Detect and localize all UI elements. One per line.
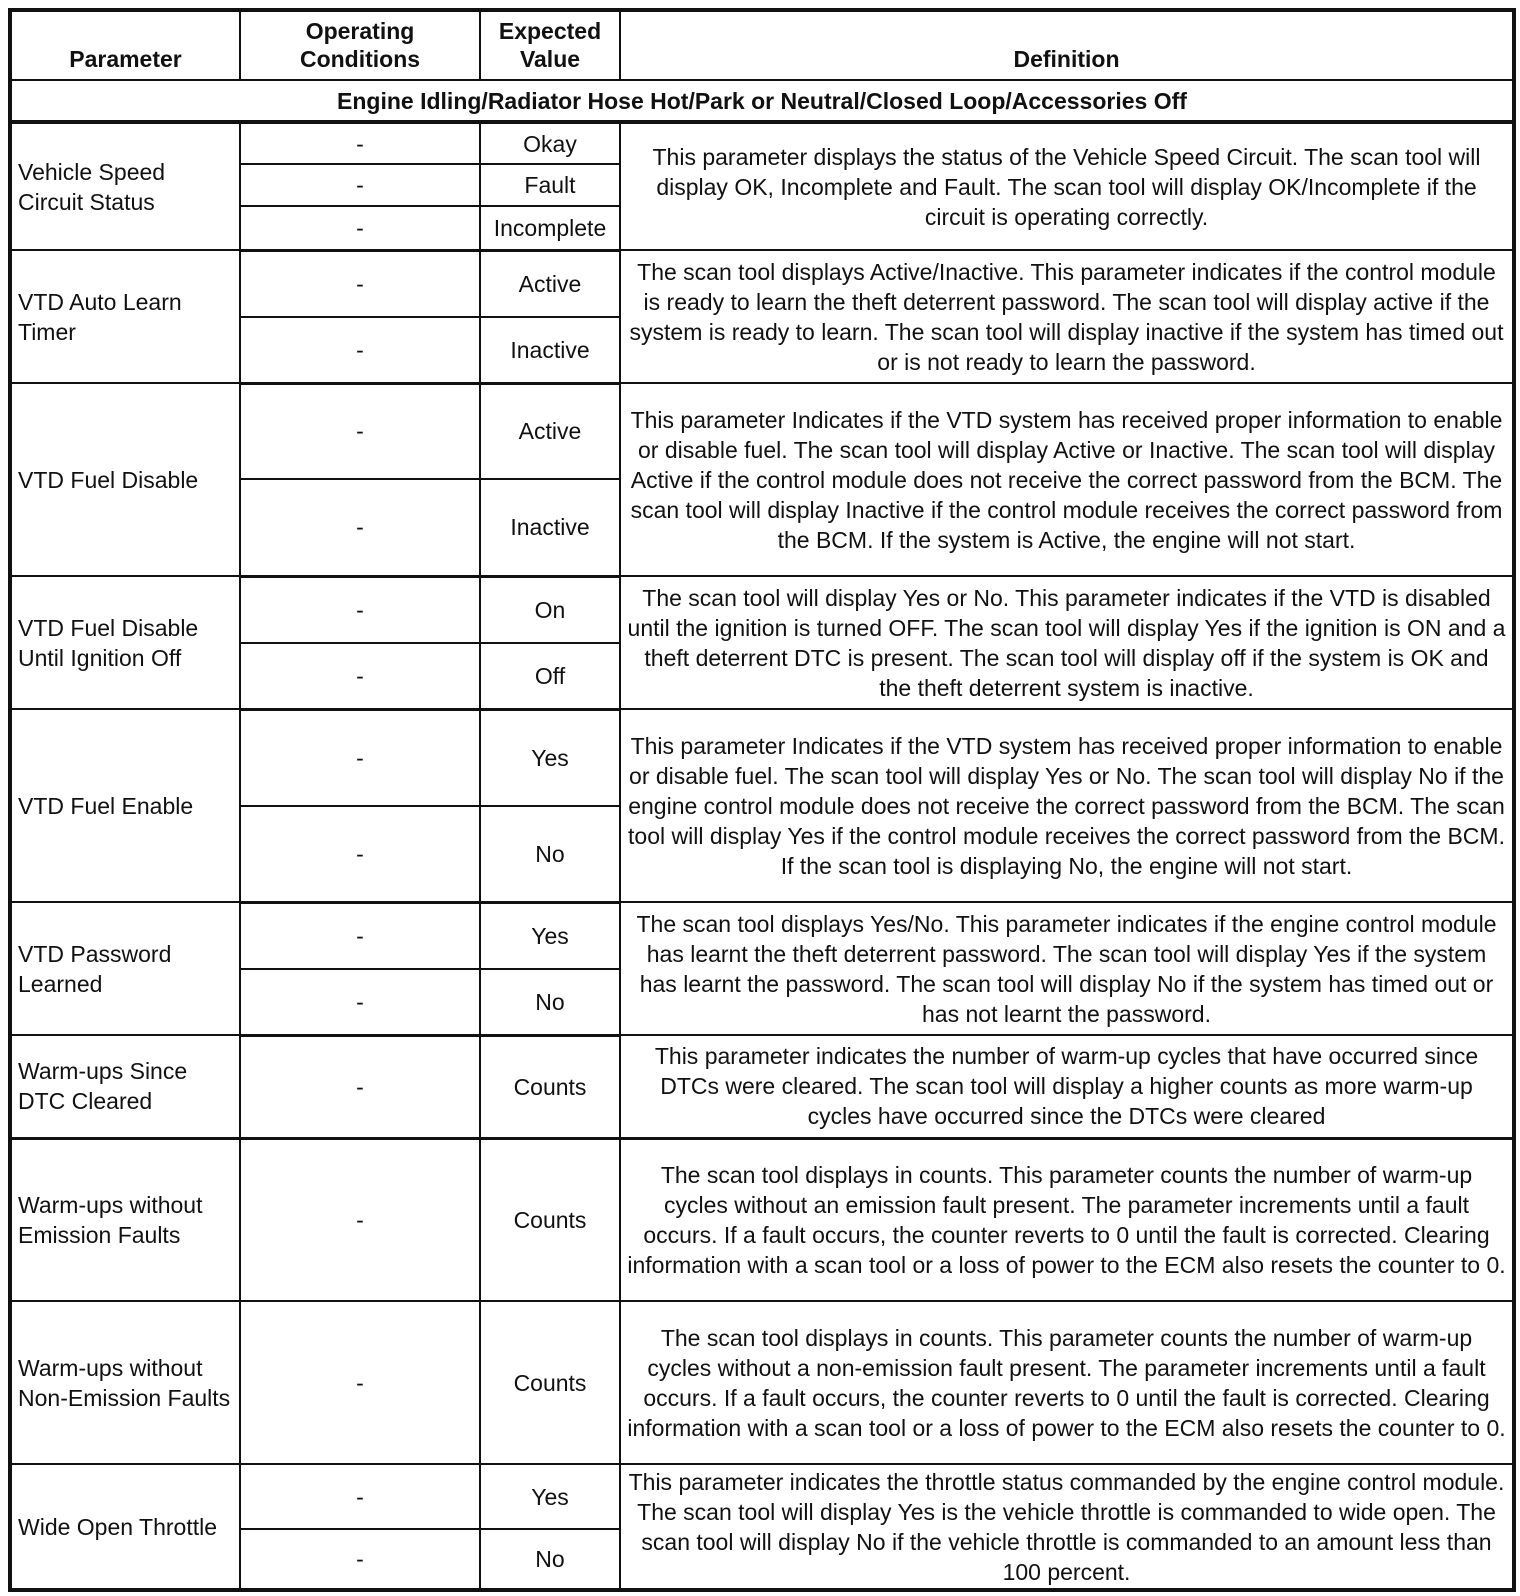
expected-value: No: [480, 969, 620, 1035]
operating-condition: -: [240, 969, 480, 1035]
definition: This parameter displays the status of the Vehicle Speed Circuit. The scan tool will display OK, Incomplete and Fault. The scan tool will display OK/Incomplete if the circuit is operating correctly.: [620, 122, 1514, 250]
operating-condition: -: [240, 250, 480, 317]
table-row: [10, 1464, 1514, 1529]
definition: This parameter indicates the number of warm-up cycles that have occurred since DTCs were cleared. The scan tool will display a higher counts as more warm-up cycles have occurred since the DTCs were cleared: [620, 1035, 1514, 1138]
expected-value: Counts: [480, 1301, 620, 1464]
parameter-name: VTD Fuel Enable: [10, 709, 240, 902]
expected-value: Counts: [480, 1035, 620, 1138]
table-row: [10, 122, 1514, 164]
definition: The scan tool displays in counts. This parameter counts the number of warm-up cycles without an emission fault present. The parameter increments until a fault occurs. If a fault occurs, the counter reverts to 0 until the fault is corrected. Clearing information with a scan tool or a loss of power to the ECM also resets the counter to 0.: [620, 1138, 1514, 1301]
operating-condition: -: [240, 643, 480, 709]
table-row: [10, 1035, 1514, 1138]
parameter-name: VTD Fuel Disable: [10, 383, 240, 576]
header-expected-value: Expected Value: [480, 10, 620, 80]
operating-condition: -: [240, 164, 480, 206]
expected-value: Yes: [480, 902, 620, 969]
operating-condition: -: [240, 122, 480, 164]
operating-condition: -: [240, 206, 480, 250]
definition: The scan tool displays in counts. This parameter counts the number of warm-up cycles without a non-emission fault present. The parameter increments until a fault occurs. If a fault occurs, the counter reverts to 0 until the fault is corrected. Clearing information with a scan tool or a loss of power to the ECM also resets the counter to 0.: [620, 1301, 1514, 1464]
table-row: [10, 902, 1514, 969]
operating-condition: -: [240, 902, 480, 969]
expected-value: Incomplete: [480, 206, 620, 250]
expected-value: Active: [480, 250, 620, 317]
table-row: [10, 383, 1514, 479]
parameter-name: VTD Auto Learn Timer: [10, 250, 240, 383]
operating-condition: -: [240, 1301, 480, 1464]
parameter-name: Wide Open Throttle: [10, 1464, 240, 1590]
definition: This parameter Indicates if the VTD system has received proper information to enable or disable fuel. The scan tool will display Yes or No. The scan tool will display No if the engine control module does not receive the correct password from the BCM. The scan tool will display Yes if the control module receives the correct password from the BCM. If the scan tool is displaying No, the engine will not start.: [620, 709, 1514, 902]
definition: This parameter Indicates if the VTD system has received proper information to enable or disable fuel. The scan tool will display Active or Inactive. The scan tool will display Active if the control module does not receive the correct password from the BCM. The scan tool will display Inactive if the control module receives the correct password from the BCM. If the system is Active, the engine will not start.: [620, 383, 1514, 576]
table-row: [10, 1138, 1514, 1301]
expected-value: Active: [480, 383, 620, 479]
parameter-name: Warm-ups without Non-Emission Faults: [10, 1301, 240, 1464]
expected-value: On: [480, 576, 620, 643]
expected-value: No: [480, 1529, 620, 1590]
parameter-name: Warm-ups without Emission Faults: [10, 1138, 240, 1301]
table-row: [10, 1301, 1514, 1464]
expected-value: Inactive: [480, 317, 620, 383]
operating-condition: -: [240, 479, 480, 576]
definition: The scan tool will display Yes or No. This parameter indicates if the VTD is disabled until the ignition is turned OFF. The scan tool will display Yes if the ignition is ON and a theft deterrent DTC is present. The scan tool will display off if the system is OK and the theft deterrent system is inactive.: [620, 576, 1514, 709]
parameter-name: Vehicle Speed Circuit Status: [10, 122, 240, 250]
operating-condition: -: [240, 1464, 480, 1529]
parameter-name: VTD Password Learned: [10, 902, 240, 1035]
operating-condition: -: [240, 576, 480, 643]
operating-condition: -: [240, 383, 480, 479]
table-row: [10, 250, 1514, 317]
header-row: [10, 10, 1514, 80]
header-parameter: Parameter: [10, 10, 240, 80]
header-definition: Definition: [620, 10, 1514, 80]
section-title: Engine Idling/Radiator Hose Hot/Park or Neutral/Closed Loop/Accessories Off: [10, 80, 1514, 122]
operating-condition: -: [240, 1138, 480, 1301]
definition: The scan tool displays Active/Inactive. This parameter indicates if the control module is ready to learn the theft deterrent password. The scan tool will display active if the system is ready to learn. The scan tool will display inactive if the system has timed out or is not ready to learn the password.: [620, 250, 1514, 383]
expected-value: Inactive: [480, 479, 620, 576]
expected-value: Yes: [480, 1464, 620, 1529]
operating-condition: -: [240, 806, 480, 902]
expected-value: No: [480, 806, 620, 902]
expected-value: Off: [480, 643, 620, 709]
parameter-name: Warm-ups Since DTC Cleared: [10, 1035, 240, 1138]
operating-condition: -: [240, 317, 480, 383]
parameter-table: [8, 8, 1516, 1592]
section-row: [10, 80, 1514, 122]
expected-value: Counts: [480, 1138, 620, 1301]
expected-value: Fault: [480, 164, 620, 206]
expected-value: Okay: [480, 122, 620, 164]
header-operating-conditions: Operating Conditions: [240, 10, 480, 80]
operating-condition: -: [240, 1529, 480, 1590]
table-row: [10, 709, 1514, 806]
operating-condition: -: [240, 709, 480, 806]
parameter-name: VTD Fuel Disable Until Ignition Off: [10, 576, 240, 709]
operating-condition: -: [240, 1035, 480, 1138]
table-row: [10, 576, 1514, 643]
definition: The scan tool displays Yes/No. This parameter indicates if the engine control module has learnt the theft deterrent password. The scan tool will display Yes if the system has learnt the password. The scan tool will display No if the system has timed out or has not learnt the password.: [620, 902, 1514, 1035]
expected-value: Yes: [480, 709, 620, 806]
definition: This parameter indicates the throttle status commanded by the engine control module. The scan tool will display Yes is the vehicle throttle is commanded to wide open. The scan tool will display No if the vehicle throttle is commanded to an amount less than 100 percent.: [620, 1464, 1514, 1590]
